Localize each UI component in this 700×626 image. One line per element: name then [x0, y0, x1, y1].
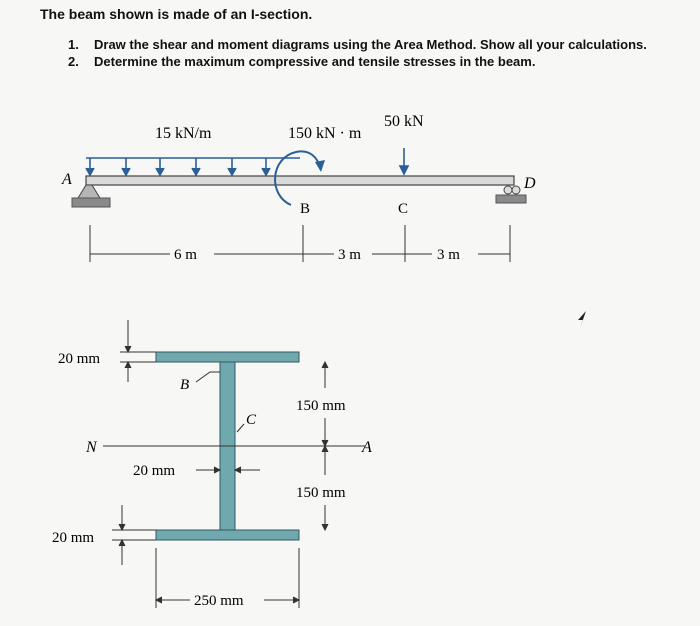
- bottom-flange-dim: [112, 505, 156, 565]
- web-label: 20 mm: [133, 463, 176, 479]
- beam: [86, 176, 514, 185]
- top-flange-label: 20 mm: [58, 351, 101, 367]
- distributed-load: [86, 158, 300, 175]
- point-b-leader: [196, 372, 220, 382]
- cursor-icon: [578, 311, 586, 328]
- point-load-label: 50 kN: [384, 113, 424, 130]
- beam-diagram: [61, 113, 536, 263]
- load-arrows: [86, 158, 270, 175]
- lower-height-label: 150 mm: [296, 485, 346, 501]
- point-c-leader: [237, 424, 244, 432]
- point-b-label: B: [300, 201, 311, 217]
- problem-title: The beam shown is made of an I-section.: [40, 6, 313, 22]
- point-load-arrow: [400, 148, 408, 174]
- span-2-label: 3 m: [338, 247, 361, 263]
- top-flange: [156, 352, 299, 362]
- point-c-label: C: [398, 201, 409, 217]
- support-a-icon: [72, 185, 110, 207]
- support-d-label: D: [524, 175, 536, 192]
- upper-height-label: 150 mm: [296, 398, 346, 414]
- span-3-label: 3 m: [437, 247, 460, 263]
- item-number: 2.: [68, 54, 79, 69]
- top-flange-dim: [120, 320, 156, 382]
- span-1-label: 6 m: [174, 247, 197, 263]
- item-number: 1.: [68, 37, 79, 52]
- item-text: Determine the maximum compressive and tensile stresses in the beam.: [94, 54, 536, 69]
- moment-label: 150 kN · m: [288, 125, 362, 142]
- bottom-flange: [156, 530, 299, 540]
- i-section: [52, 320, 372, 609]
- section-point-c-label: C: [246, 412, 257, 428]
- neutral-axis-n-label: N: [86, 439, 97, 456]
- bottom-flange-label: 20 mm: [52, 530, 95, 546]
- support-d-icon: [496, 186, 526, 203]
- item-text: Draw the shear and moment diagrams using the Area Method. Show all your calculations.: [94, 37, 647, 52]
- section-point-b-label: B: [180, 377, 190, 393]
- width-label: 250 mm: [194, 593, 244, 609]
- support-a-label: A: [62, 171, 72, 188]
- dist-load-label: 15 kN/m: [155, 125, 212, 142]
- neutral-axis-a-label: A: [362, 439, 372, 456]
